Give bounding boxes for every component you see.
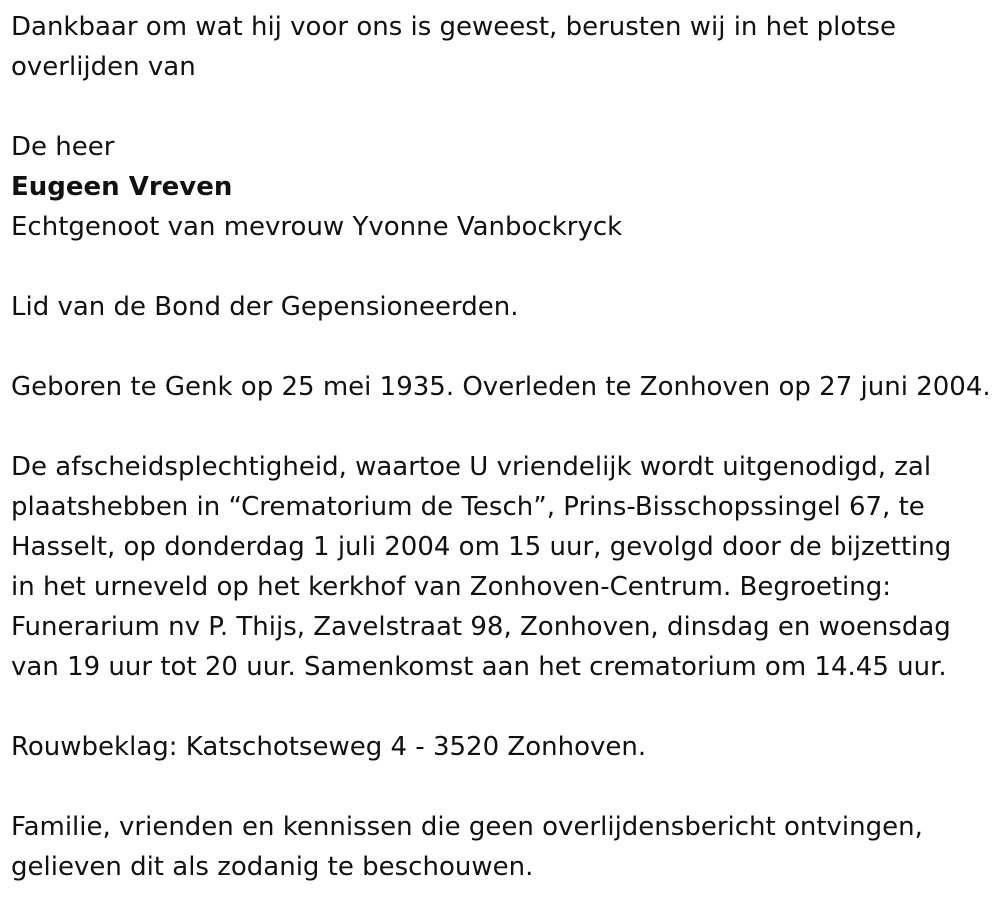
spacer — [11, 407, 1000, 447]
spacer — [11, 327, 1000, 367]
spouse-line: Echtgenoot van mevrouw Yvonne Vanbockryck — [11, 212, 623, 242]
ceremony-details: De afscheidsplechtigheid, waartoe U vriendelijk wordt uitgenodigd, zal plaatshebben in “Crematorium de Tesch”, Prins-Bisschopssingel 67, te Hasselt, op donderdag 1 juli 2004 om 15 uur, gevolgd door de bijzetting in het urneveld op het kerkhof van Zonhoven-Centrum. Begroeting: Funerarium nv P. Thijs, Zavelstraat 98, Zonhoven, dinsdag en woensdag van 19 uur tot 20 uur. Samenkomst aan het crematorium om 14.45 uur. — [11, 452, 952, 682]
condolence-address: Rouwbeklag: Katschotseweg 4 - 3520 Zonhoven. — [11, 732, 647, 762]
closing-text: Familie, vrienden en kennissen die geen overlijdensbericht ontvingen, gelieven dit als zodanig te beschouwen. — [11, 812, 923, 882]
honorific: De heer — [11, 132, 115, 162]
spacer — [11, 767, 1000, 807]
spacer — [11, 247, 1000, 287]
membership-line: Lid van de Bond der Gepensioneerden. — [11, 292, 519, 322]
spacer — [11, 687, 1000, 727]
intro-text: Dankbaar om wat hij voor ons is geweest, berusten wij in het plotse overlijden van — [11, 12, 896, 82]
deceased-name: Eugeen Vreven — [11, 172, 233, 202]
spacer — [11, 87, 1000, 127]
birth-death-line: Geboren te Genk op 25 mei 1935. Overleden te Zonhoven op 27 juni 2004. — [11, 372, 991, 402]
